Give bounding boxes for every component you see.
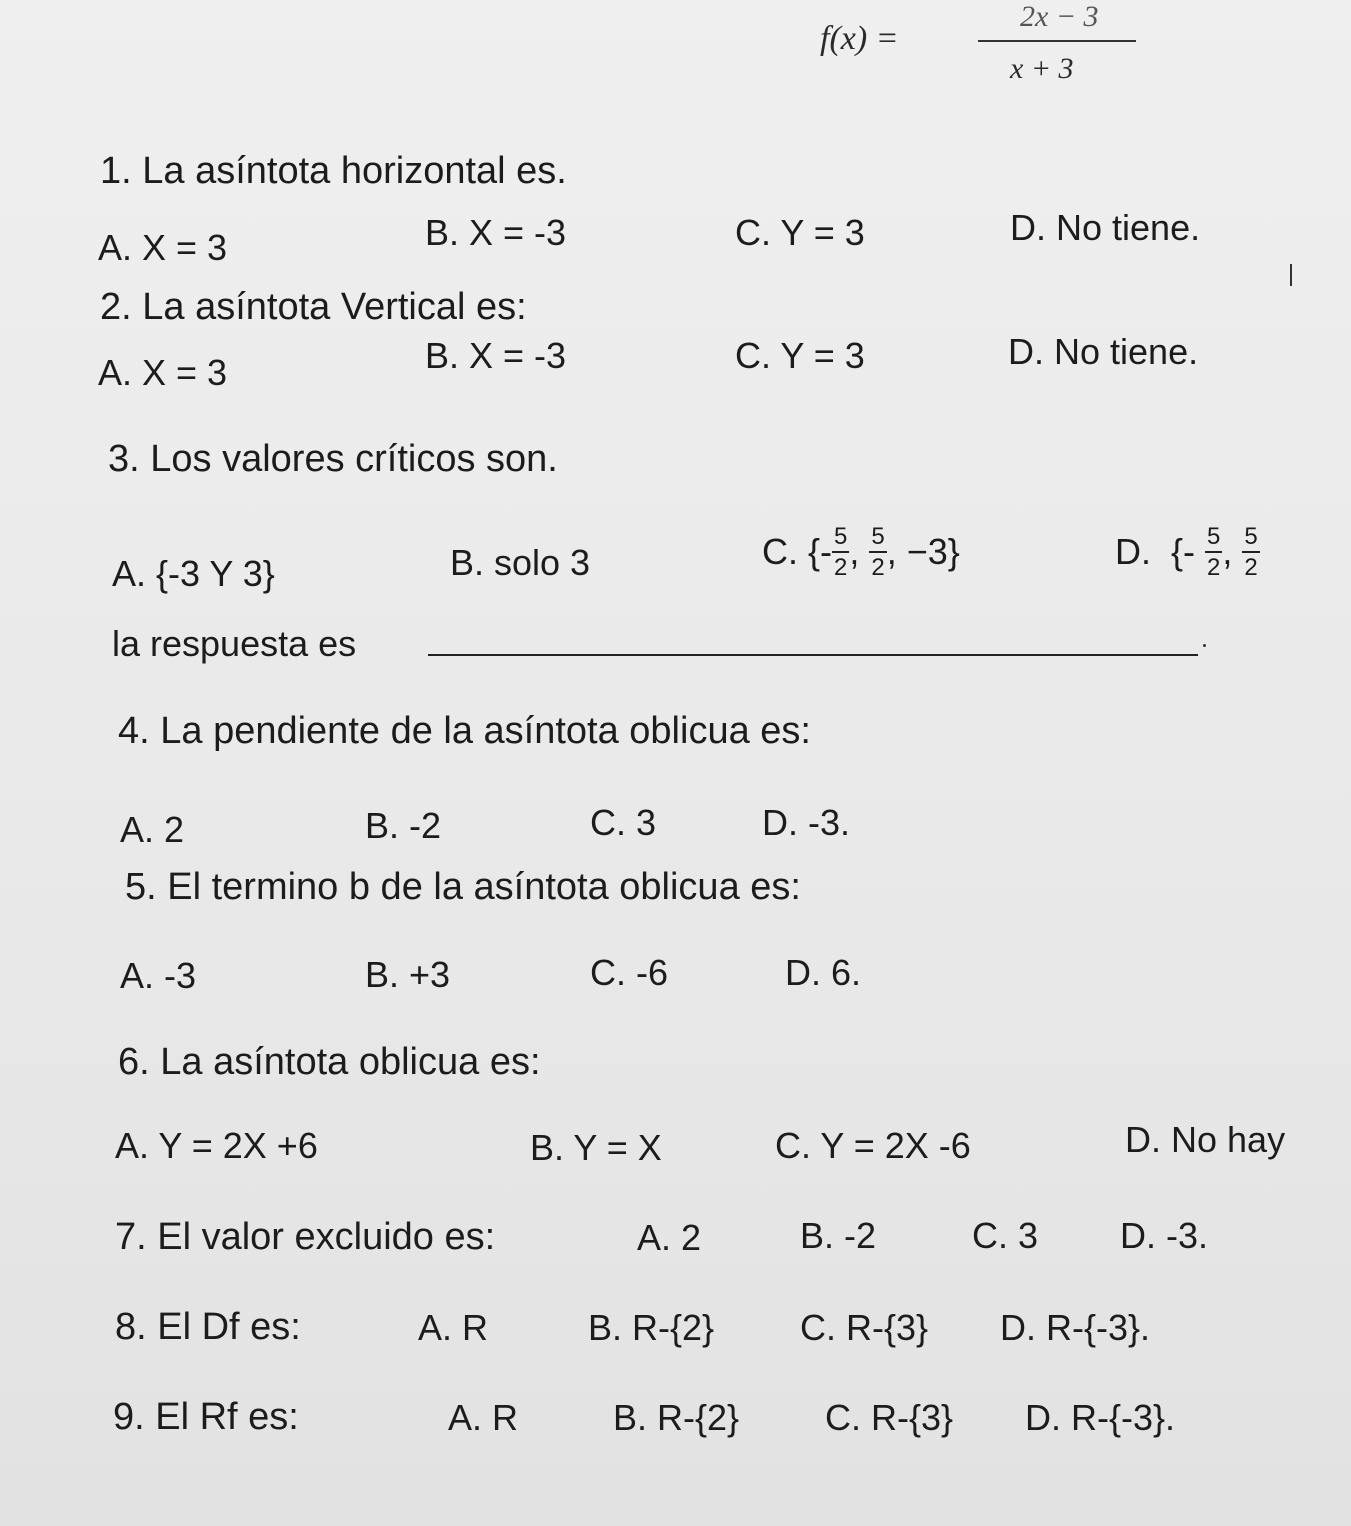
q3-option-c-fraction-1 xyxy=(832,524,849,580)
q3-option-d-fraction-2 xyxy=(1242,524,1259,580)
q2-option-d[interactable]: D. No tiene. xyxy=(1008,331,1199,372)
q6-option-a[interactable]: A. Y = 2X +6 xyxy=(115,1125,318,1166)
fraction-numerator: 5 xyxy=(832,524,849,553)
q4-option-a[interactable]: A. 2 xyxy=(120,809,185,850)
fraction-denominator: 2 xyxy=(1207,554,1221,582)
q3-option-a[interactable]: A. {-3 Y 3} xyxy=(112,553,275,594)
question-4: 4. La pendiente de la asíntota oblicua es: xyxy=(118,710,811,752)
q3-option-b[interactable]: B. solo 3 xyxy=(450,542,591,583)
q2-option-a[interactable]: A. X = 3 xyxy=(98,352,228,393)
q3-option-c-prefix: C. {- xyxy=(762,531,833,573)
q3-option-c-separator: , xyxy=(849,531,870,573)
q4-option-d[interactable]: D. -3. xyxy=(762,802,851,843)
answer-label: la respuesta es xyxy=(112,623,357,664)
question-8: 8. El Df es: xyxy=(115,1306,301,1348)
q5-option-b[interactable]: B. +3 xyxy=(365,954,451,995)
q3-option-c-suffix: , −3} xyxy=(886,531,960,573)
question-6: 6. La asíntota oblicua es: xyxy=(118,1041,541,1083)
q1-option-b[interactable]: B. X = -3 xyxy=(425,212,567,253)
q9-option-a[interactable]: A. R xyxy=(448,1397,519,1438)
fraction-numerator: 5 xyxy=(869,524,886,553)
fraction-numerator: 5 xyxy=(1242,524,1259,553)
formula-denominator: x + 3 xyxy=(1010,52,1074,85)
formula-fraction-bar xyxy=(978,40,1136,42)
q7-option-c[interactable]: C. 3 xyxy=(972,1215,1039,1256)
fraction-numerator: 5 xyxy=(1205,524,1222,553)
question-2: 2. La asíntota Vertical es: xyxy=(100,286,527,328)
q8-option-d[interactable]: D. R-{-3}. xyxy=(1000,1307,1151,1348)
fraction-denominator: 2 xyxy=(871,554,885,582)
q7-option-b[interactable]: B. -2 xyxy=(800,1215,877,1256)
fraction-denominator: 2 xyxy=(1244,554,1258,582)
q3-option-d[interactable] xyxy=(1115,524,1260,580)
q8-option-b[interactable]: B. R-{2} xyxy=(588,1307,715,1348)
q5-option-d[interactable]: D. 6. xyxy=(785,952,862,993)
formula-numerator: 2x − 3 xyxy=(1020,0,1099,33)
q8-option-a[interactable]: A. R xyxy=(418,1307,489,1348)
q6-option-b[interactable]: B. Y = X xyxy=(530,1127,662,1168)
q6-option-c[interactable]: C. Y = 2X -6 xyxy=(775,1125,971,1166)
pen-mark xyxy=(1290,264,1292,286)
q8-option-c[interactable]: C. R-{3} xyxy=(800,1307,929,1348)
q1-option-a[interactable]: A. X = 3 xyxy=(98,227,228,268)
q4-option-c[interactable]: C. 3 xyxy=(590,802,657,843)
answer-blank-period xyxy=(1203,644,1206,647)
q2-option-c[interactable]: C. Y = 3 xyxy=(735,335,865,376)
q9-option-b[interactable]: B. R-{2} xyxy=(613,1397,740,1438)
question-7: 7. El valor excluido es: xyxy=(115,1216,496,1258)
q1-option-d[interactable]: D. No tiene. xyxy=(1010,207,1201,248)
formula-lhs: f(x) = xyxy=(820,20,899,57)
q3-option-d-fraction-1 xyxy=(1205,524,1222,580)
q6-option-d[interactable]: D. No hay xyxy=(1125,1119,1286,1160)
q3-option-c-fraction-2 xyxy=(869,524,886,580)
q7-option-d[interactable]: D. -3. xyxy=(1120,1215,1209,1256)
q1-option-c[interactable]: C. Y = 3 xyxy=(735,212,865,253)
fraction-denominator: 2 xyxy=(834,554,848,582)
q2-option-b[interactable]: B. X = -3 xyxy=(425,335,567,376)
q3-option-d-separator: , xyxy=(1222,531,1243,573)
q9-option-d[interactable]: D. R-{-3}. xyxy=(1025,1397,1176,1438)
question-1: 1. La asíntota horizontal es. xyxy=(100,150,567,192)
q7-option-a[interactable]: A. 2 xyxy=(637,1217,702,1258)
q3-option-c[interactable] xyxy=(762,524,960,580)
question-9: 9. El Rf es: xyxy=(113,1396,299,1438)
q5-option-a[interactable]: A. -3 xyxy=(120,955,197,996)
answer-blank-line[interactable] xyxy=(428,654,1198,656)
q9-option-c[interactable]: C. R-{3} xyxy=(825,1397,954,1438)
question-5: 5. El termino b de la asíntota oblicua es: xyxy=(125,866,801,908)
question-3: 3. Los valores críticos son. xyxy=(108,438,558,480)
q3-option-d-prefix: D. {- xyxy=(1115,531,1206,573)
q5-option-c[interactable]: C. -6 xyxy=(590,952,669,993)
q4-option-b[interactable]: B. -2 xyxy=(365,805,442,846)
